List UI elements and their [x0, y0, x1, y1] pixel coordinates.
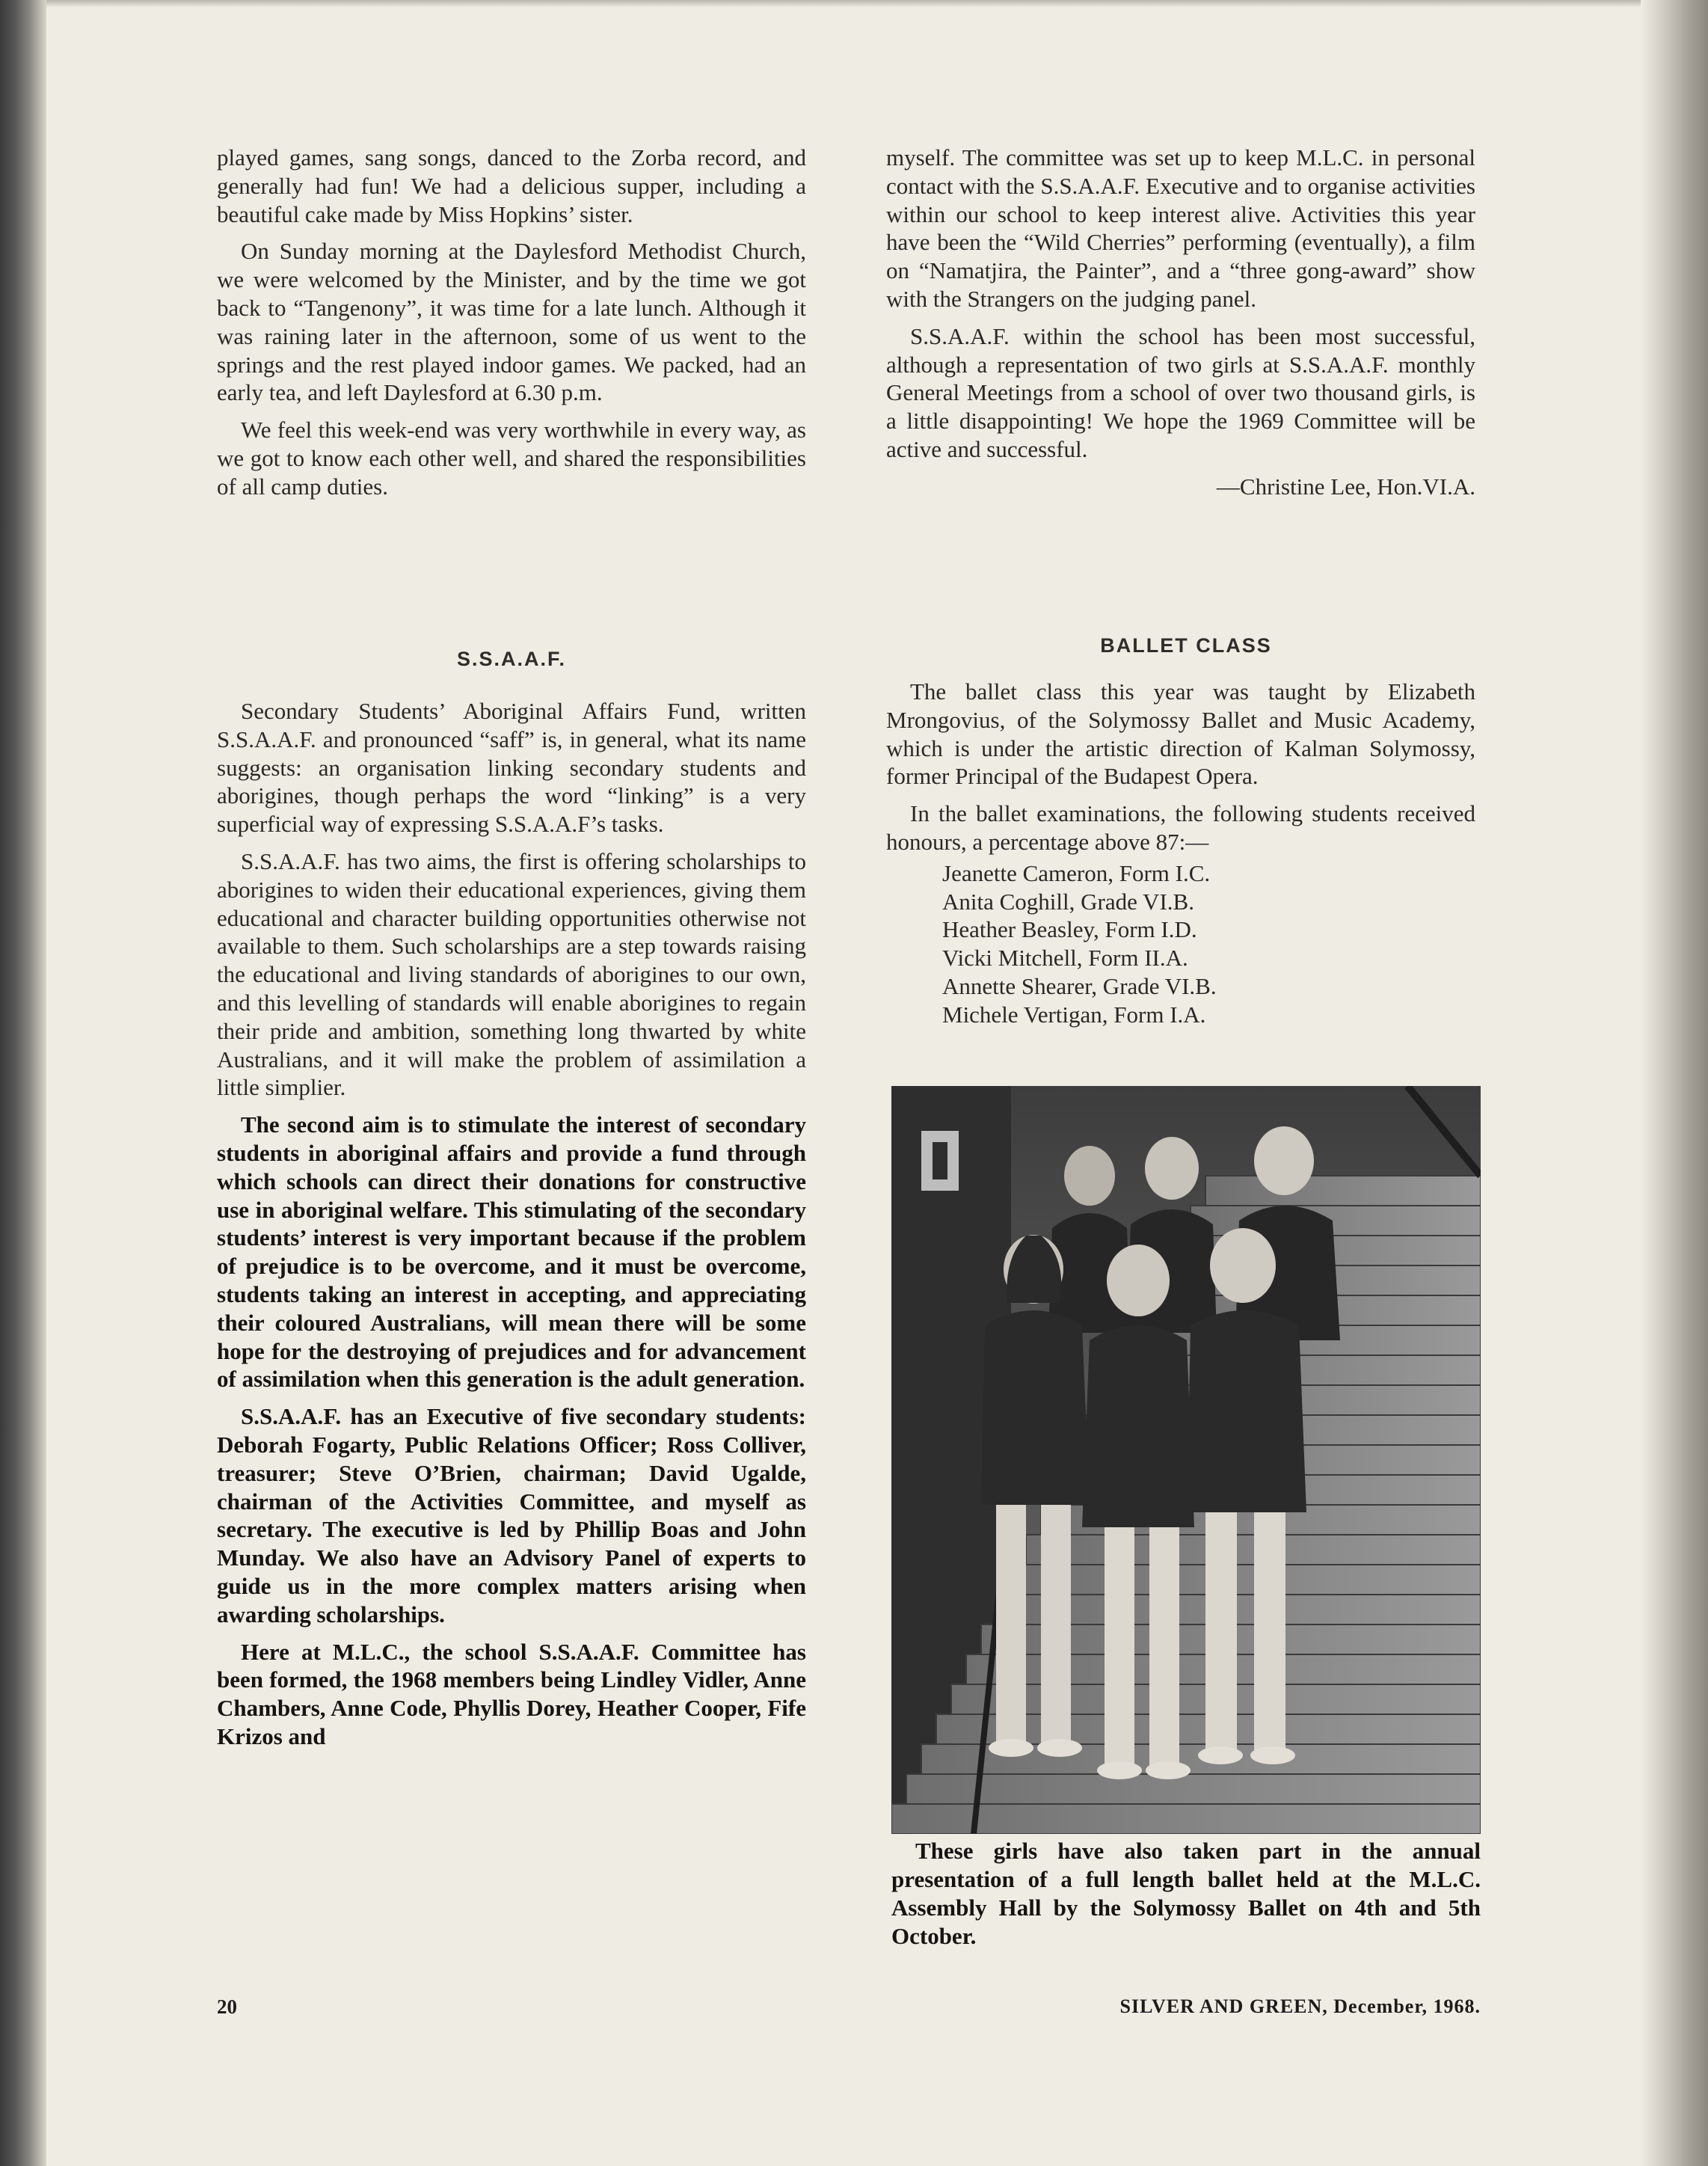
honours-list-item: Annette Shearer, Grade VI.B.: [942, 972, 1217, 999]
left-column: [217, 144, 806, 510]
photo-caption-text: These girls have also taken part in the annual presentation of a full length ballet held at the M.L.C. Assembly Hall by the Solymossy Ballet on 4th and 5th October.: [891, 1838, 1481, 1949]
ssaaf-paragraph-4: S.S.A.A.F. has an Executive of five secondary students: Deborah Fogarty, Public Relations Officer; Ross Colliver, treasurer; Steve O’Brien, chairman; David Ugalde, chairman of the Activities Committee, and myself as secretary. The executive is led by Phillip Boas and John Munday. We also have an Advisory Panel of experts to guide us in the more complex matters arising when awarding scholarships.: [217, 1403, 806, 1627]
ssaaf-paragraph-5: Here at M.L.C., the school S.S.A.A.F. Committee has been formed, the 1968 members being Lindley Vidler, Anne Chambers, Anne Code, Phyllis Dorey, Heather Cooper, Fife Krizos and: [217, 1638, 806, 1749]
honours-list: [942, 859, 1475, 1029]
ballet-paragraph-1: The ballet class this year was taught by Elizabeth Mrongovius, of the Solymossy Ballet and Music Academy, which is under the artistic direction of Kalman Solymossy, former Principal of the Budapest Opera.: [886, 678, 1475, 790]
honours-list-item: Jeanette Cameron, Form I.C.: [942, 859, 1211, 886]
ssaaf-continued-paragraph-2: S.S.A.A.F. within the school has been most successful, although a representation of two girls at S.S.A.A.F. monthly General Meetings from a school of over two thousand girls, is a little disappointing! We hope the 1969 Committee will be active and successful.: [886, 322, 1475, 462]
ballet-article: [886, 678, 1475, 1029]
author-signature: —Christine Lee, Hon.VI.A.: [1216, 473, 1475, 500]
photo-caption: [891, 1837, 1481, 1951]
ssaaf-article: [217, 697, 806, 1760]
page-number: 20: [217, 1995, 237, 2018]
honours-list-item: Michele Vertigan, Form I.A.: [942, 1001, 1206, 1028]
honours-list-item: Heather Beasley, Form I.D.: [942, 916, 1197, 943]
camp-paragraph-2: On Sunday morning at the Daylesford Methodist Church, we were welcomed by the Minister, and by the time we got back to “Tangenony”, it was time for a late lunch. Although it was raining later in the afternoon, some of us went to the springs and the rest played indoor games. We packed, had an early tea, and left Daylesford at 6.30 p.m.: [217, 238, 806, 406]
publication-footer: SILVER AND GREEN, December, 1968.: [1119, 1995, 1481, 2017]
honours-list-item: Vicki Mitchell, Form II.A.: [942, 945, 1188, 972]
camp-paragraph-3: We feel this week-end was very worthwhile in every way, as we got to know each other well, and shared the responsibilities of all camp duties.: [217, 417, 806, 500]
ssaaf-paragraph-1: Secondary Students’ Aboriginal Affairs Fund, written S.S.A.A.F. and pronounced “saff” is, in general, what its name suggests: an organisation linking secondary students and aborigines, though perhaps the word “linking” is a very superficial way of expressing S.S.A.A.F’s tasks.: [217, 698, 806, 838]
scan-top-edge: [0, 0, 1708, 7]
ssaaf-heading: S.S.A.A.F.: [456, 648, 567, 670]
scan-binding-edge: [0, 0, 46, 2166]
right-column: [886, 144, 1475, 510]
ssaaf-paragraph-2: S.S.A.A.F. has two aims, the first is offering scholarships to aborigines to widen their educational experiences, giving them educational and character building opportunities otherwise not available to them. Such scholarships are a step towards raising the educational and living standards of aborigines to our own, and this levelling of standards will enable aborigines to regain their pride and ambition, something long thwarted by white Australians, and it will make the problem of assimilation a little simplier.: [217, 847, 806, 1101]
ssaaf-continued-paragraph-1: myself. The committee was set up to keep M.L.C. in personal contact with the S.S.A.A.F. Executive and to organise activities within our school to keep interest alive. Activities this year have been the “Wild Cherries” performing (eventually), a film on “Namatjira, the Painter”, and a “three gong-award” show with the Strangers on the judging panel.: [886, 144, 1475, 312]
ballet-class-heading: BALLET CLASS: [1100, 634, 1272, 657]
ballet-class-photo: [891, 1086, 1481, 1834]
ballet-paragraph-2: In the ballet examinations, the following students received honours, a percentage above 87:—: [886, 800, 1475, 855]
scan-page-edge: [1641, 0, 1708, 2166]
ssaaf-paragraph-3: The second aim is to stimulate the interest of secondary students in aboriginal affairs and provide a fund through which schools can direct their donations for constructive use in aboriginal welfare. This stimulating of the secondary students’ interest is very important because if the problem of prejudice is to be overcome, and it must be overcome, students taking an interest in accepting, and appreciating their coloured Australians, will mean there will be some hope for the destroying of prejudices and for advancement of assimilation when this generation is the adult generation.: [217, 1111, 806, 1393]
camp-paragraph-1: played games, sang songs, danced to the Zorba record, and generally had fun! We had a delicious supper, including a beautiful cake made by Miss Hopkins’ sister.: [217, 144, 806, 227]
honours-list-item: Anita Coghill, Grade VI.B.: [942, 888, 1194, 915]
